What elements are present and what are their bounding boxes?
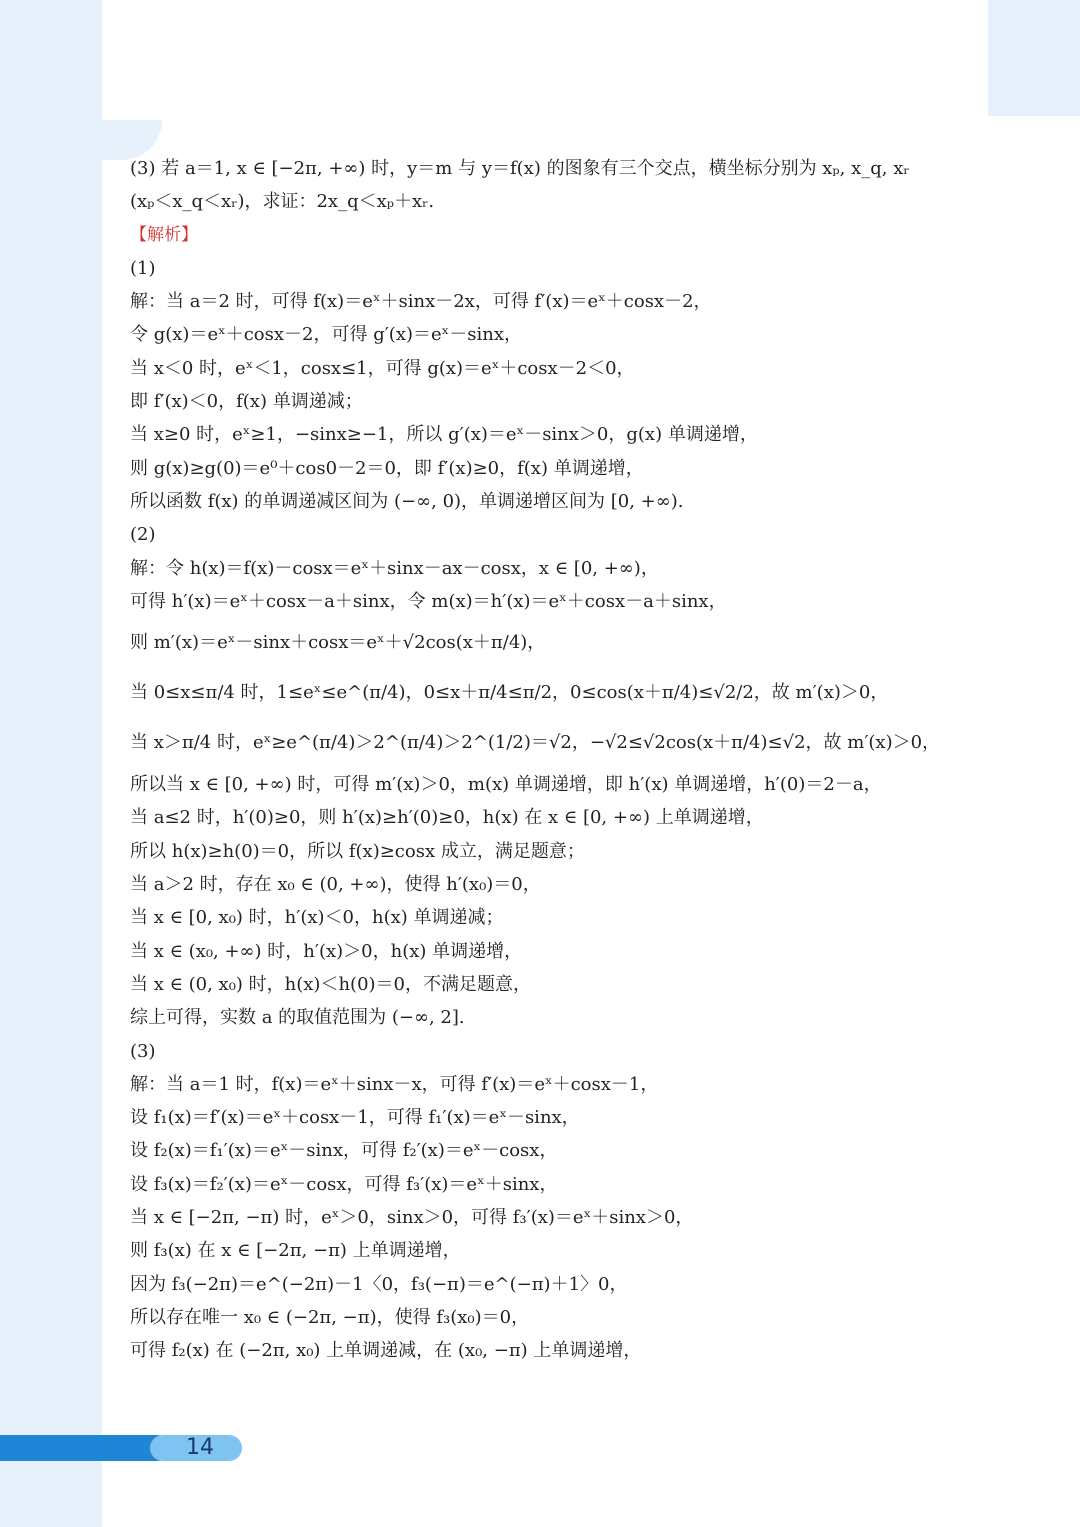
text-line: 当 x ∈ [−2π, −π) 时，eˣ＞0，sinx＞0，可得 f₃′(x)＝eˣ＋sinx＞0， [130,1207,694,1229]
text-line: 所以函数 f(x) 的单调递减区间为 (−∞, 0)，单调递增区间为 [0, +∞). [130,490,684,512]
text-line: 当 x ∈ [0, x₀) 时，h′(x)＜0，h(x) 单调递减； [130,907,504,929]
text-line: 设 f₃(x)＝f₂′(x)＝eˣ－cosx，可得 f₃′(x)＝eˣ＋sinx， [130,1173,558,1195]
text-line: 综上可得，实数 a 的取值范围为 (−∞, 2]. [130,1007,465,1029]
text-line: 令 g(x)＝eˣ＋cosx－2，可得 g′(x)＝eˣ－sinx， [130,324,523,346]
text-line: 当 x＞π/4 时，eˣ≥e^(π/4)＞2^(π/4)＞2^(1/2)＝√2，−√2≤√2cos(x＋π/4)≤√2，故 m′(x)＞0， [130,732,941,754]
page-number: 14 [186,1435,214,1460]
left-margin-band [0,0,102,1527]
text-line: 设 f₂(x)＝f₁′(x)＝eˣ－sinx，可得 f₂′(x)＝eˣ－cosx， [130,1140,558,1162]
text-line: 设 f₁(x)＝f′(x)＝eˣ＋cosx－1，可得 f₁′(x)＝eˣ－sinx， [130,1107,580,1129]
part-label: (2) [130,524,156,546]
text-line: 所以 h(x)≥h(0)＝0，所以 f(x)≥cosx 成立，满足题意； [130,840,585,862]
text-line: 所以当 x ∈ [0, +∞) 时，可得 m′(x)＞0，m(x) 单调递增，即 h′(x) 单调递增，h′(0)＝2－a， [130,774,882,796]
text-line: 则 m′(x)＝eˣ－sinx＋cosx＝eˣ＋√2cos(x＋π/4)， [130,632,546,654]
text-line: 所以存在唯一 x₀ ∈ (−2π, −π)，使得 f₃(x₀)＝0， [130,1306,530,1328]
text-line: (3) 若 a＝1, x ∈ [−2π, +∞) 时，y＝m 与 y＝f(x) 的图象有三个交点，横坐标分别为 xₚ, x_q, xᵣ [130,158,910,179]
text-line: 可得 f₂(x) 在 (−2π, x₀) 上单调递减，在 (x₀, −π) 上单调递增， [130,1340,642,1362]
text-line: 即 f′(x)＜0，f(x) 单调递减； [130,391,363,413]
top-blank-area [102,0,988,125]
text-line: 当 a＞2 时，存在 x₀ ∈ (0, +∞)，使得 h′(x₀)＝0， [130,874,541,896]
solution-text-block [130,152,950,1368]
part-label: (3) [130,1040,156,1062]
text-line: 解：令 h(x)＝f(x)－cosx＝eˣ＋sinx－ax－cosx，x ∈ [0, +∞)， [130,557,659,579]
text-line: 当 0≤x≤π/4 时，1≤eˣ≤e^(π/4)，0≤x＋π/4≤π/2，0≤cos(x＋π/4)≤√2/2，故 m′(x)＞0， [130,682,889,704]
page-number-bar [0,1435,170,1461]
text-line: 当 x ∈ (x₀, +∞) 时，h′(x)＞0，h(x) 单调递增， [130,940,523,962]
text-line: 当 x ∈ (0, x₀) 时，h(x)＜h(0)＝0，不满足题意， [130,973,531,995]
text-line: 则 f₃(x) 在 x ∈ [−2π, −π) 上单调递增， [130,1240,461,1262]
text-line: 可得 h′(x)＝eˣ＋cosx－a＋sinx，令 m(x)＝h′(x)＝eˣ＋cosx－a＋sinx， [130,590,727,612]
text-line: 因为 f₃(−2π)＝e^(−2π)－1〈0，f₃(−π)＝e^(−π)＋1〉0， [130,1273,628,1295]
part-label: (1) [130,257,156,279]
text-line: 解：当 a＝1 时，f(x)＝eˣ＋sinx－x，可得 f′(x)＝eˣ＋cosx－1， [130,1073,659,1095]
text-line: 解：当 a＝2 时，可得 f(x)＝eˣ＋sinx－2x，可得 f′(x)＝eˣ＋cosx－2， [130,291,712,313]
top-right-decoration [988,0,1080,116]
text-line: 当 x≥0 时，eˣ≥1，−sinx≥−1，所以 g′(x)＝eˣ－sinx＞0，g(x) 单调递增， [130,424,758,446]
solution-heading: 【解析】 [130,224,198,245]
text-line: 则 g(x)≥g(0)＝e⁰＋cos0－2＝0，即 f′(x)≥0，f(x) 单调递增， [130,457,644,479]
text-line: 当 x＜0 时，eˣ＜1，cosx≤1，可得 g(x)＝eˣ＋cosx－2＜0， [130,357,635,379]
text-line: 当 a≤2 时，h′(0)≥0，则 h′(x)≥h′(0)≥0，h(x) 在 x ∈ [0, +∞) 上单调递增， [130,807,764,829]
text-line: (xₚ＜x_q＜xᵣ)，求证：2x_q＜xₚ＋xᵣ. [130,191,435,213]
